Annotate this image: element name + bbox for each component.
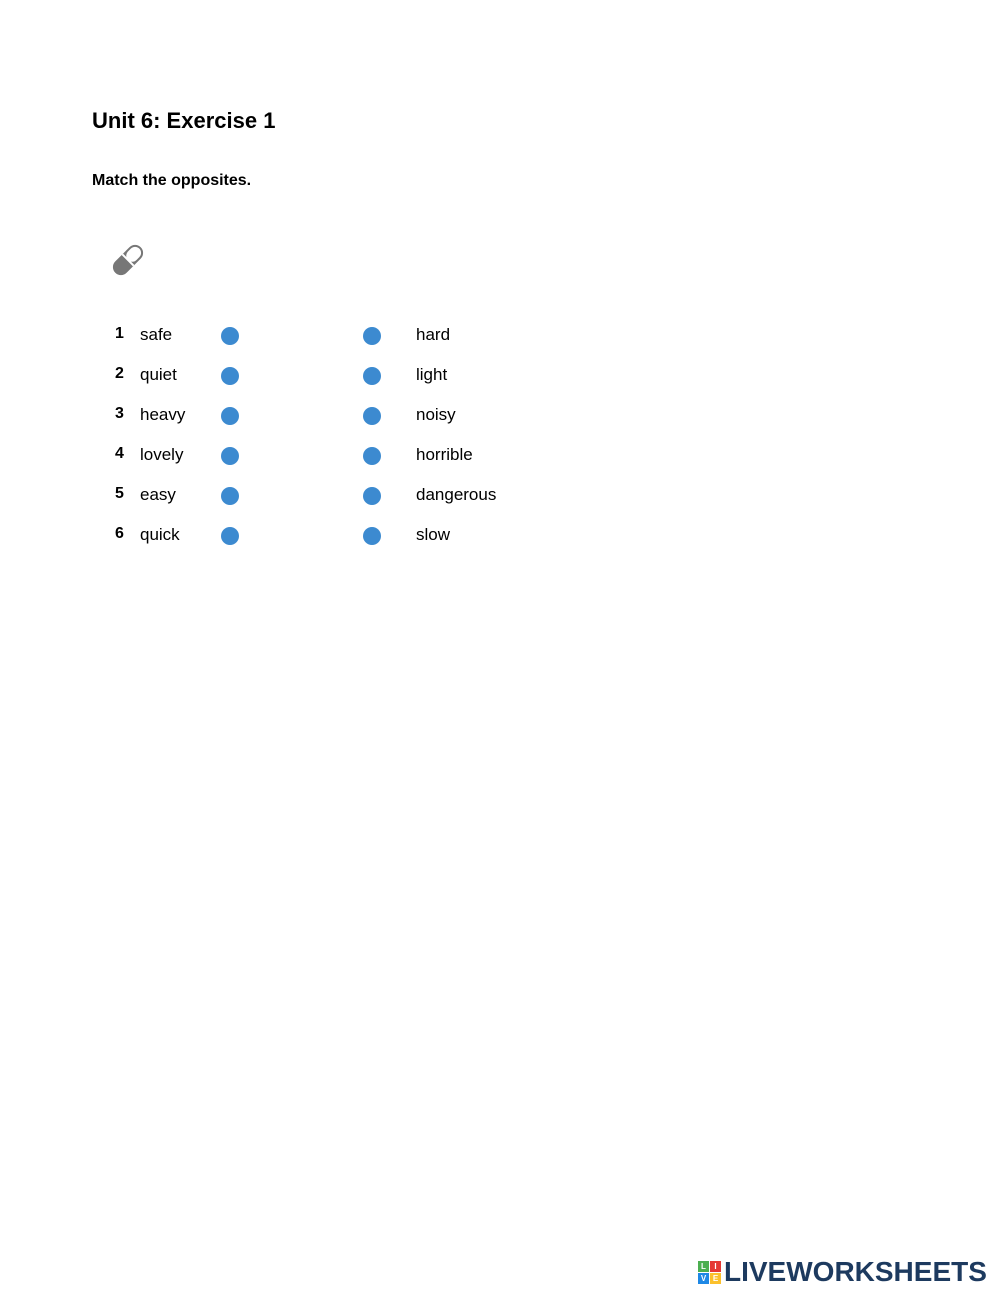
matching-area xyxy=(0,0,1000,600)
right-word: slow xyxy=(416,525,451,544)
match-row xyxy=(0,478,1000,518)
match-row xyxy=(0,318,1000,358)
match-row xyxy=(0,438,1000,478)
worksheet-title: Unit 6: Exercise 1 xyxy=(92,108,276,133)
right-word: hard xyxy=(416,325,451,344)
instructions: Match the opposites. xyxy=(92,172,252,189)
left-word: safe xyxy=(140,325,173,344)
logo-text: LIVEWORKSHEETS xyxy=(724,1256,987,1287)
logo-block: L xyxy=(698,1261,709,1272)
liveworksheets-logo[interactable] xyxy=(698,1257,987,1287)
item-number: 3 xyxy=(115,405,124,422)
right-match-dot[interactable] xyxy=(363,447,381,465)
left-word: quiet xyxy=(140,365,177,384)
item-number: 2 xyxy=(115,365,124,382)
item-number: 6 xyxy=(115,525,124,542)
item-number: 5 xyxy=(115,485,124,502)
match-row xyxy=(0,358,1000,398)
right-match-dot[interactable] xyxy=(363,407,381,425)
logo-blocks-icon xyxy=(698,1261,721,1284)
logo-block: I xyxy=(710,1261,721,1272)
item-number: 1 xyxy=(115,325,124,342)
right-word: light xyxy=(416,365,448,384)
left-match-dot[interactable] xyxy=(221,487,239,505)
left-match-dot[interactable] xyxy=(221,407,239,425)
item-number: 4 xyxy=(115,445,124,462)
left-match-dot[interactable] xyxy=(221,527,239,545)
right-match-dot[interactable] xyxy=(363,367,381,385)
right-word: horrible xyxy=(416,445,473,464)
right-word: dangerous xyxy=(416,485,497,504)
left-match-dot[interactable] xyxy=(221,447,239,465)
left-word: easy xyxy=(140,485,176,504)
left-word: heavy xyxy=(140,405,186,424)
match-row xyxy=(0,398,1000,438)
left-match-dot[interactable] xyxy=(221,327,239,345)
logo-block: V xyxy=(698,1273,709,1284)
right-match-dot[interactable] xyxy=(363,487,381,505)
right-word: noisy xyxy=(416,405,456,424)
left-word: quick xyxy=(140,525,180,544)
match-row xyxy=(0,518,1000,558)
right-match-dot[interactable] xyxy=(363,527,381,545)
right-match-dot[interactable] xyxy=(363,327,381,345)
left-match-dot[interactable] xyxy=(221,367,239,385)
logo-block: E xyxy=(710,1273,721,1284)
left-word: lovely xyxy=(140,445,184,464)
